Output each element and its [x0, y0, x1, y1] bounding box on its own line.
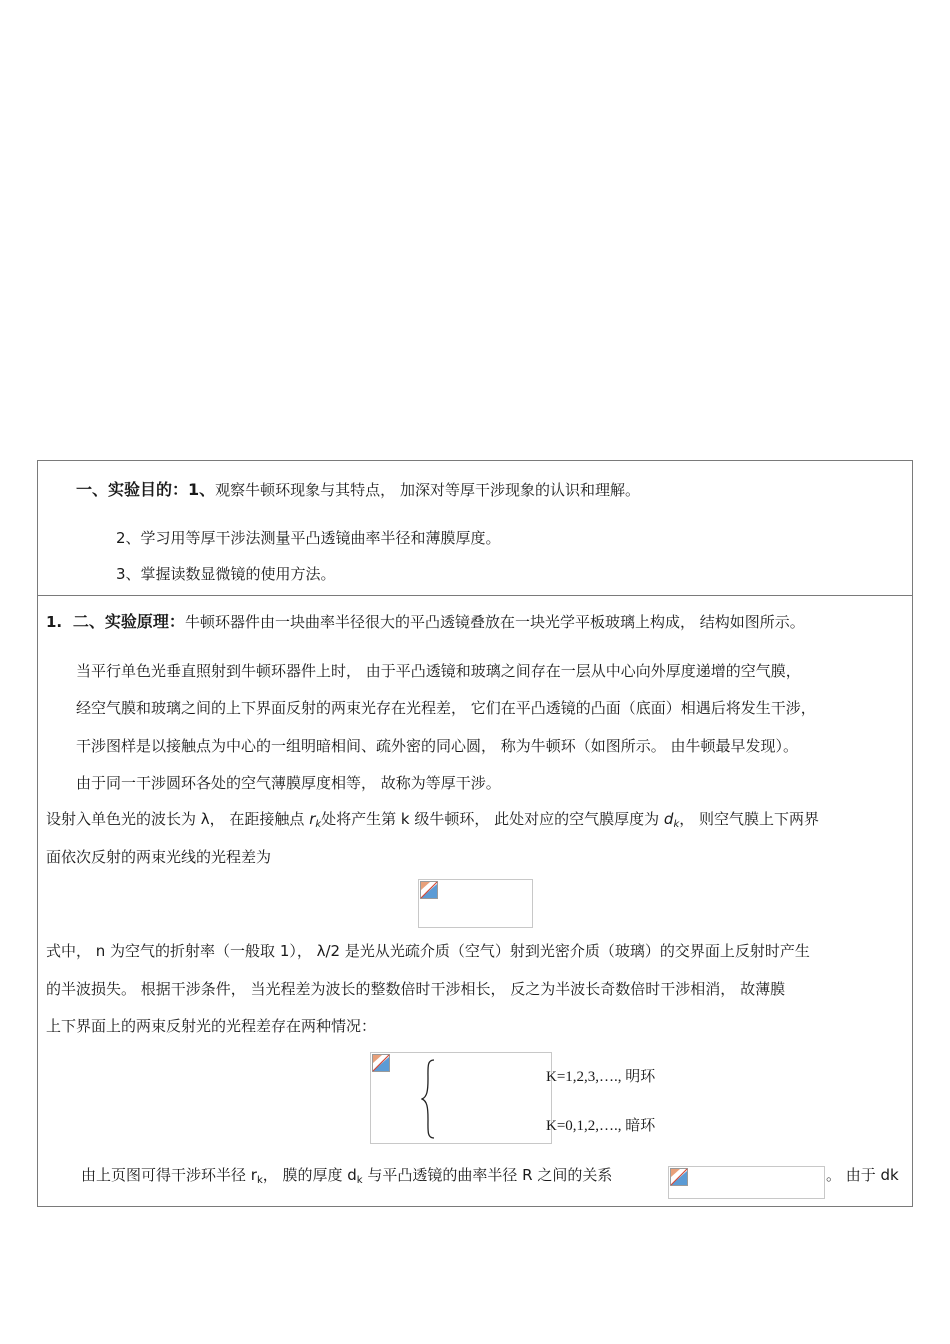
- objective-line-1: [76, 480, 640, 500]
- wavelength-sentence: [46, 809, 819, 832]
- broken-image-icon: [372, 1054, 390, 1072]
- content-table: [37, 460, 913, 1207]
- objective-item-2: 2、学习用等厚干涉法测量平凸透镜曲率半径和薄膜厚度。: [116, 529, 501, 547]
- principle-paragraph-line-1: 当平行单色光垂直照射到牛顿环器件上时， 由于平凸透镜和玻璃之间存在一层从中心向外厚度递增的空气膜，: [76, 662, 801, 680]
- relation-subscript-1: k: [256, 1175, 263, 1186]
- relation-subscript-2: k: [356, 1175, 363, 1186]
- principle-paragraph-line-2: 经空气膜和玻璃之间的上下界面反射的两束光存在光程差， 它们在平凸透镜的凸面（底面）相遇后将发生干涉，: [76, 699, 816, 717]
- relation-text-a: 由上页图可得干涉环半径 r: [81, 1166, 257, 1184]
- bright-ring-condition: K=1,2,3,…., 明环: [546, 1069, 656, 1085]
- relation-text-c: 与平凸透镜的曲率半径 R 之间的关系: [362, 1166, 613, 1184]
- relation-tail-text: 。 由于 dk: [826, 1166, 899, 1184]
- refractive-index-line: 式中， n 为空气的折射率（一般取 1）， λ/2 是光从光疏介质（空气）射到光密介质（玻璃）的交界面上反射时产生: [46, 942, 810, 960]
- principle-paragraph-line-4: 由于同一干涉圆环各处的空气薄膜厚度相等， 故称为等厚干涉。: [76, 774, 501, 792]
- two-cases-line: 上下界面上的两束反射光的光程差存在两种情况：: [46, 1017, 377, 1035]
- principle-paragraph-line-3: 干涉图样是以接触点为中心的一组明暗相间、疏外密的同心圆， 称为牛顿环（如图所示。 由牛顿最早发现）。: [76, 737, 799, 755]
- principle-heading-line: [46, 612, 805, 632]
- optical-path-intro: 面依次反射的两束光线的光程差为: [46, 848, 272, 866]
- objective-heading: 一、实验目的：: [76, 480, 189, 499]
- principle-heading: 二、实验原理：: [72, 612, 185, 631]
- broken-image-icon: [420, 881, 438, 899]
- left-brace: [421, 1059, 437, 1139]
- principle-list-number: 1.: [46, 613, 63, 631]
- objective-item1-number: 1: [188, 480, 200, 499]
- interference-condition-line: 的半波损失。 根据干涉条件， 当光程差为波长的整数倍时干涉相长， 反之为半波长奇数倍时干涉相消， 故薄膜: [46, 980, 786, 998]
- relation-text-b: ， 膜的厚度 d: [262, 1166, 357, 1184]
- wavelength-text-c: ， 则空气膜上下两界: [679, 810, 820, 828]
- principle-intro: 牛顿环器件由一块曲率半径很大的平凸透镜叠放在一块光学平板玻璃上构成， 结构如图所示。: [184, 613, 805, 631]
- wavelength-text-a: 设射入单色光的波长为 λ， 在距接触点: [46, 810, 310, 828]
- objective-item1-separator: 、: [199, 480, 216, 499]
- dark-ring-condition: K=0,1,2,…., 暗环: [546, 1118, 656, 1134]
- optical-path-formula-image: [418, 879, 533, 928]
- interference-cases-formula-image: [370, 1052, 552, 1144]
- wavelength-text-b: 处将产生第 k 级牛顿环， 此处对应的空气膜厚度为: [321, 810, 664, 828]
- radius-symbol: r: [309, 810, 316, 828]
- ring-radius-relation-line: [81, 1165, 612, 1188]
- radius-subscript: k: [315, 819, 322, 830]
- thickness-subscript: k: [673, 819, 680, 830]
- radius-relation-formula-image: [668, 1166, 825, 1199]
- objective-item-3: 3、掌握读数显微镜的使用方法。: [116, 565, 336, 583]
- broken-image-icon: [670, 1168, 688, 1186]
- objective-item1-text: 观察牛顿环现象与其特点， 加深对等厚干涉现象的认识和理解。: [215, 481, 640, 499]
- section-divider: [38, 595, 912, 596]
- thickness-symbol: d: [663, 810, 674, 828]
